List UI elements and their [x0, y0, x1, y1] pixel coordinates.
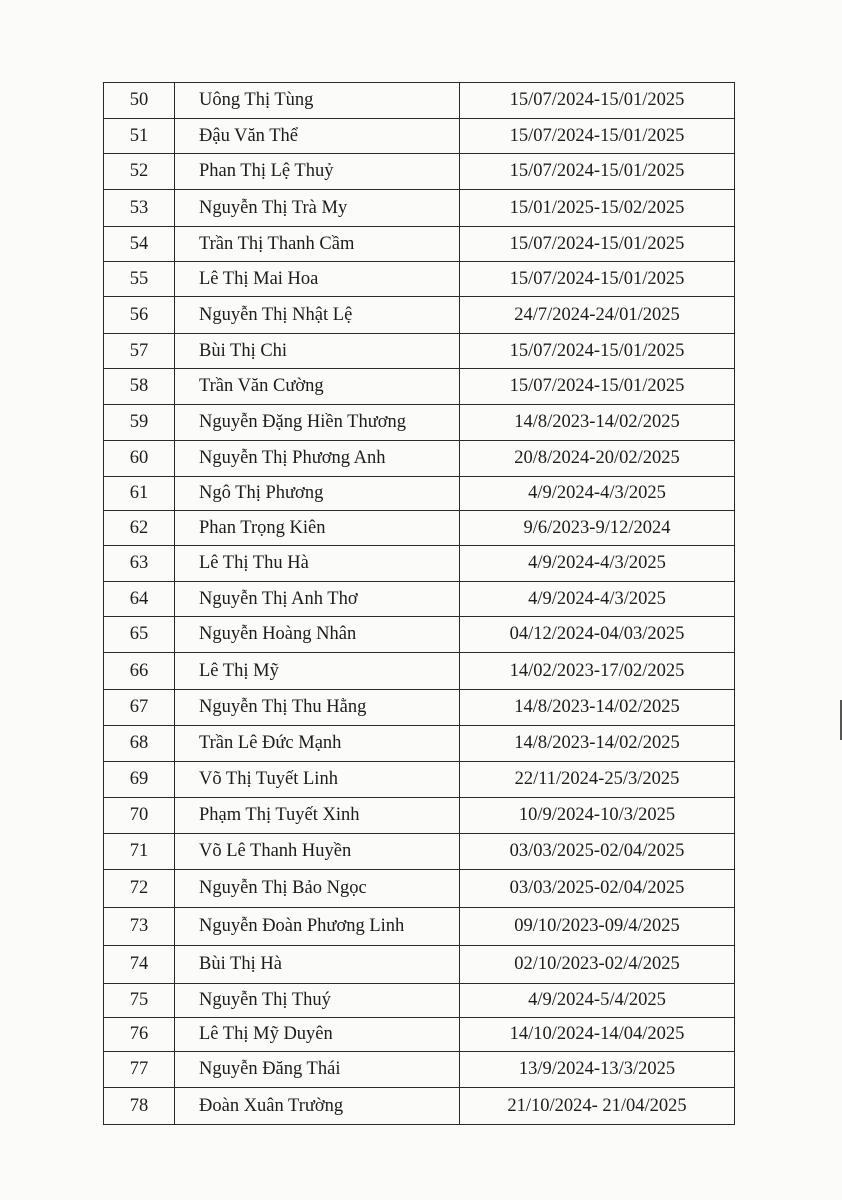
period-cell: 14/8/2023-14/02/2025	[460, 690, 735, 726]
table-row	[104, 798, 735, 834]
period-cell: 15/07/2024-15/01/2025	[460, 83, 735, 119]
table-row	[104, 511, 735, 546]
table-row	[104, 262, 735, 297]
table-row	[104, 1018, 735, 1052]
employee-name-cell: Bùi Thị Hà	[175, 946, 460, 984]
period-cell: 14/02/2023-17/02/2025	[460, 653, 735, 690]
table-row	[104, 154, 735, 190]
row-number-cell: 54	[104, 227, 175, 262]
period-cell: 09/10/2023-09/4/2025	[460, 908, 735, 946]
row-number-cell: 70	[104, 798, 175, 834]
table-row	[104, 227, 735, 262]
period-cell: 04/12/2024-04/03/2025	[460, 617, 735, 653]
period-cell: 9/6/2023-9/12/2024	[460, 511, 735, 546]
employee-name-cell: Ngô Thị Phương	[175, 477, 460, 511]
table-row	[104, 908, 735, 946]
employee-name-cell: Phạm Thị Tuyết Xinh	[175, 798, 460, 834]
period-cell: 4/9/2024-5/4/2025	[460, 984, 735, 1018]
employee-name-cell: Trần Văn Cường	[175, 369, 460, 405]
table-row	[104, 405, 735, 441]
employee-name-cell: Nguyễn Thị Thuý	[175, 984, 460, 1018]
table-row	[104, 726, 735, 762]
period-cell: 15/07/2024-15/01/2025	[460, 369, 735, 405]
period-cell: 15/07/2024-15/01/2025	[460, 227, 735, 262]
row-number-cell: 77	[104, 1052, 175, 1088]
row-number-cell: 50	[104, 83, 175, 119]
row-number-cell: 52	[104, 154, 175, 190]
row-number-cell: 78	[104, 1088, 175, 1125]
employee-name-cell: Trần Lê Đức Mạnh	[175, 726, 460, 762]
period-cell: 15/01/2025-15/02/2025	[460, 190, 735, 227]
employee-name-cell: Nguyễn Đăng Thái	[175, 1052, 460, 1088]
period-cell: 4/9/2024-4/3/2025	[460, 477, 735, 511]
row-number-cell: 61	[104, 477, 175, 511]
employee-name-cell: Nguyễn Thị Trà My	[175, 190, 460, 227]
employee-name-cell: Trần Thị Thanh Cầm	[175, 227, 460, 262]
row-number-cell: 76	[104, 1018, 175, 1052]
table-row	[104, 617, 735, 653]
row-number-cell: 75	[104, 984, 175, 1018]
table-row	[104, 297, 735, 334]
period-cell: 03/03/2025-02/04/2025	[460, 834, 735, 870]
table-row	[104, 369, 735, 405]
row-number-cell: 74	[104, 946, 175, 984]
period-cell: 15/07/2024-15/01/2025	[460, 334, 735, 369]
period-cell: 10/9/2024-10/3/2025	[460, 798, 735, 834]
employee-name-cell: Lê Thị Thu Hà	[175, 546, 460, 582]
period-cell: 20/8/2024-20/02/2025	[460, 441, 735, 477]
period-cell: 02/10/2023-02/4/2025	[460, 946, 735, 984]
period-cell: 15/07/2024-15/01/2025	[460, 154, 735, 190]
period-cell: 21/10/2024- 21/04/2025	[460, 1088, 735, 1125]
employee-name-cell: Lê Thị Mai Hoa	[175, 262, 460, 297]
table-row	[104, 946, 735, 984]
table-row	[104, 546, 735, 582]
row-number-cell: 51	[104, 119, 175, 154]
table-row	[104, 870, 735, 908]
row-number-cell: 64	[104, 582, 175, 617]
table-row	[104, 441, 735, 477]
table-row	[104, 690, 735, 726]
row-number-cell: 59	[104, 405, 175, 441]
row-number-cell: 55	[104, 262, 175, 297]
table-row	[104, 190, 735, 227]
row-number-cell: 53	[104, 190, 175, 227]
table-row	[104, 834, 735, 870]
row-number-cell: 60	[104, 441, 175, 477]
employee-name-cell: Đoàn Xuân Trường	[175, 1088, 460, 1125]
employee-table-body	[104, 83, 735, 1125]
employee-name-cell: Nguyễn Đặng Hiền Thương	[175, 405, 460, 441]
table-row	[104, 83, 735, 119]
employee-name-cell: Uông Thị Tùng	[175, 83, 460, 119]
employee-name-cell: Nguyễn Thị Nhật Lệ	[175, 297, 460, 334]
employee-name-cell: Võ Lê Thanh Huyền	[175, 834, 460, 870]
period-cell: 13/9/2024-13/3/2025	[460, 1052, 735, 1088]
row-number-cell: 57	[104, 334, 175, 369]
period-cell: 14/8/2023-14/02/2025	[460, 726, 735, 762]
row-number-cell: 65	[104, 617, 175, 653]
table-row	[104, 1052, 735, 1088]
table-row	[104, 1088, 735, 1125]
period-cell: 15/07/2024-15/01/2025	[460, 262, 735, 297]
period-cell: 4/9/2024-4/3/2025	[460, 546, 735, 582]
row-number-cell: 69	[104, 762, 175, 798]
row-number-cell: 62	[104, 511, 175, 546]
row-number-cell: 56	[104, 297, 175, 334]
employee-name-cell: Phan Trọng Kiên	[175, 511, 460, 546]
row-number-cell: 66	[104, 653, 175, 690]
table-row	[104, 762, 735, 798]
period-cell: 22/11/2024-25/3/2025	[460, 762, 735, 798]
row-number-cell: 72	[104, 870, 175, 908]
row-number-cell: 63	[104, 546, 175, 582]
table-row	[104, 984, 735, 1018]
table-row	[104, 582, 735, 617]
employee-name-cell: Nguyễn Thị Thu Hằng	[175, 690, 460, 726]
table-row	[104, 119, 735, 154]
period-cell: 03/03/2025-02/04/2025	[460, 870, 735, 908]
period-cell: 24/7/2024-24/01/2025	[460, 297, 735, 334]
row-number-cell: 67	[104, 690, 175, 726]
period-cell: 4/9/2024-4/3/2025	[460, 582, 735, 617]
table-row	[104, 653, 735, 690]
row-number-cell: 58	[104, 369, 175, 405]
employee-name-cell: Đậu Văn Thể	[175, 119, 460, 154]
table-row	[104, 334, 735, 369]
row-number-cell: 73	[104, 908, 175, 946]
employee-name-cell: Lê Thị Mỹ	[175, 653, 460, 690]
employee-name-cell: Nguyễn Thị Bảo Ngọc	[175, 870, 460, 908]
employee-name-cell: Nguyễn Thị Phương Anh	[175, 441, 460, 477]
employee-table	[103, 82, 735, 1125]
employee-name-cell: Nguyễn Hoàng Nhân	[175, 617, 460, 653]
table-row	[104, 477, 735, 511]
employee-name-cell: Nguyễn Đoàn Phương Linh	[175, 908, 460, 946]
row-number-cell: 71	[104, 834, 175, 870]
period-cell: 15/07/2024-15/01/2025	[460, 119, 735, 154]
employee-name-cell: Võ Thị Tuyết Linh	[175, 762, 460, 798]
period-cell: 14/10/2024-14/04/2025	[460, 1018, 735, 1052]
employee-name-cell: Lê Thị Mỹ Duyên	[175, 1018, 460, 1052]
period-cell: 14/8/2023-14/02/2025	[460, 405, 735, 441]
row-number-cell: 68	[104, 726, 175, 762]
employee-name-cell: Nguyễn Thị Anh Thơ	[175, 582, 460, 617]
employee-name-cell: Phan Thị Lệ Thuỷ	[175, 154, 460, 190]
employee-name-cell: Bùi Thị Chi	[175, 334, 460, 369]
